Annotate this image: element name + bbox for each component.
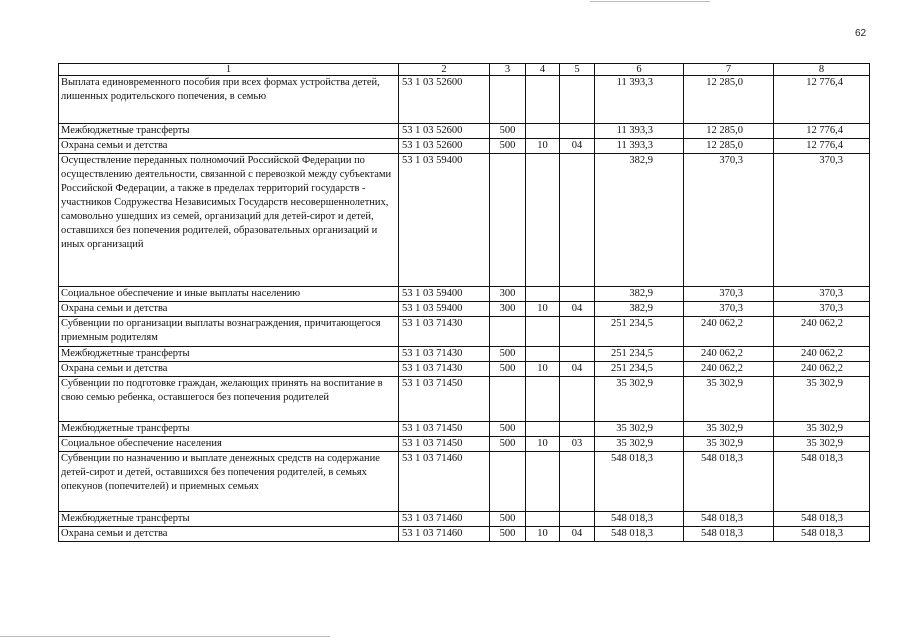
row-pr (560, 422, 595, 437)
row-value-2023: 548 018,3 (774, 452, 870, 512)
row-rz (526, 317, 560, 347)
row-value-2023: 35 302,9 (774, 437, 870, 452)
row-vr: 500 (490, 527, 526, 542)
row-value-2022: 12 285,0 (684, 124, 774, 139)
row-rz (526, 287, 560, 302)
row-name: Охрана семьи и детства (59, 139, 399, 154)
row-value-2023: 548 018,3 (774, 527, 870, 542)
table-row (59, 527, 870, 542)
row-vr: 500 (490, 422, 526, 437)
row-rz: 10 (526, 139, 560, 154)
table-row (59, 154, 870, 287)
row-value-2023: 370,3 (774, 302, 870, 317)
row-code: 53 1 03 59400 (399, 287, 490, 302)
row-value-2022: 35 302,9 (684, 422, 774, 437)
row-value-2022: 548 018,3 (684, 512, 774, 527)
row-pr (560, 512, 595, 527)
row-vr: 300 (490, 287, 526, 302)
row-value-2021: 548 018,3 (595, 512, 684, 527)
row-name: Выплата единовременного пособия при всех формах устройства детей, лишенных родительского попечения, в семью (59, 76, 399, 124)
table-row (59, 452, 870, 512)
row-code: 53 1 03 71430 (399, 347, 490, 362)
row-name: Охрана семьи и детства (59, 302, 399, 317)
scan-edge-bottom (0, 636, 330, 637)
row-code: 53 1 03 71430 (399, 362, 490, 377)
row-value-2023: 240 062,2 (774, 347, 870, 362)
row-value-2021: 382,9 (595, 302, 684, 317)
row-value-2021: 251 234,5 (595, 317, 684, 347)
column-number: 7 (684, 64, 774, 76)
row-value-2022: 370,3 (684, 302, 774, 317)
row-name: Межбюджетные трансферты (59, 422, 399, 437)
row-rz: 10 (526, 527, 560, 542)
row-value-2021: 251 234,5 (595, 347, 684, 362)
column-number: 3 (490, 64, 526, 76)
column-number: 5 (560, 64, 595, 76)
row-code: 53 1 03 71450 (399, 437, 490, 452)
row-value-2021: 35 302,9 (595, 422, 684, 437)
row-code: 53 1 03 71450 (399, 422, 490, 437)
table-row (59, 139, 870, 154)
table-row (59, 512, 870, 527)
table-row (59, 124, 870, 139)
row-code: 53 1 03 59400 (399, 154, 490, 287)
table-row (59, 422, 870, 437)
row-rz (526, 452, 560, 512)
row-rz (526, 154, 560, 287)
row-value-2022: 12 285,0 (684, 139, 774, 154)
row-value-2022: 548 018,3 (684, 527, 774, 542)
row-name: Субвенции по назначению и выплате денежных средств на содержание детей-сирот и детей, оставшихся без попечения родителей, в семьях опекунов (попечителей) и приемных семьях (59, 452, 399, 512)
row-value-2022: 370,3 (684, 287, 774, 302)
row-vr: 500 (490, 124, 526, 139)
table-row (59, 347, 870, 362)
table-row (59, 287, 870, 302)
row-value-2023: 12 776,4 (774, 76, 870, 124)
table-row (59, 362, 870, 377)
row-value-2021: 548 018,3 (595, 452, 684, 512)
row-pr (560, 76, 595, 124)
column-number: 1 (59, 64, 399, 76)
table-header-row (59, 64, 870, 76)
row-vr: 500 (490, 139, 526, 154)
row-rz (526, 512, 560, 527)
row-pr (560, 452, 595, 512)
row-rz (526, 124, 560, 139)
row-pr: 04 (560, 362, 595, 377)
row-value-2023: 370,3 (774, 154, 870, 287)
row-code: 53 1 03 52600 (399, 124, 490, 139)
row-value-2022: 548 018,3 (684, 452, 774, 512)
row-name: Субвенции по организации выплаты вознаграждения, причитающегося приемным родителям (59, 317, 399, 347)
row-pr (560, 287, 595, 302)
row-pr: 04 (560, 139, 595, 154)
row-name: Межбюджетные трансферты (59, 347, 399, 362)
row-vr: 300 (490, 302, 526, 317)
row-pr: 03 (560, 437, 595, 452)
row-value-2022: 240 062,2 (684, 317, 774, 347)
row-code: 53 1 03 71450 (399, 377, 490, 422)
row-vr (490, 452, 526, 512)
row-vr (490, 154, 526, 287)
row-value-2021: 548 018,3 (595, 527, 684, 542)
column-number: 8 (774, 64, 870, 76)
row-code: 53 1 03 71430 (399, 317, 490, 347)
row-pr (560, 317, 595, 347)
row-value-2023: 12 776,4 (774, 124, 870, 139)
row-code: 53 1 03 52600 (399, 139, 490, 154)
row-code: 53 1 03 71460 (399, 527, 490, 542)
row-name: Охрана семьи и детства (59, 362, 399, 377)
row-value-2022: 35 302,9 (684, 377, 774, 422)
row-vr: 500 (490, 362, 526, 377)
row-value-2023: 370,3 (774, 287, 870, 302)
row-vr: 500 (490, 512, 526, 527)
row-value-2021: 11 393,3 (595, 76, 684, 124)
column-number: 6 (595, 64, 684, 76)
row-value-2021: 382,9 (595, 287, 684, 302)
row-rz (526, 347, 560, 362)
table-row (59, 302, 870, 317)
table-row (59, 76, 870, 124)
row-value-2021: 11 393,3 (595, 124, 684, 139)
row-name: Межбюджетные трансферты (59, 124, 399, 139)
row-pr (560, 124, 595, 139)
table-row (59, 317, 870, 347)
row-value-2023: 548 018,3 (774, 512, 870, 527)
row-code: 53 1 03 71460 (399, 512, 490, 527)
column-number: 4 (526, 64, 560, 76)
row-value-2023: 35 302,9 (774, 422, 870, 437)
row-value-2023: 240 062,2 (774, 317, 870, 347)
row-code: 53 1 03 52600 (399, 76, 490, 124)
row-value-2022: 370,3 (684, 154, 774, 287)
row-vr: 500 (490, 347, 526, 362)
row-value-2023: 35 302,9 (774, 377, 870, 422)
row-value-2022: 240 062,2 (684, 362, 774, 377)
row-rz (526, 377, 560, 422)
row-code: 53 1 03 59400 (399, 302, 490, 317)
row-name: Охрана семьи и детства (59, 527, 399, 542)
row-vr (490, 377, 526, 422)
row-value-2022: 240 062,2 (684, 347, 774, 362)
scan-edge-top (590, 1, 710, 2)
table-row (59, 437, 870, 452)
row-rz: 10 (526, 437, 560, 452)
row-value-2021: 35 302,9 (595, 377, 684, 422)
row-value-2022: 12 285,0 (684, 76, 774, 124)
row-value-2022: 35 302,9 (684, 437, 774, 452)
row-rz: 10 (526, 362, 560, 377)
column-number: 2 (399, 64, 490, 76)
row-rz (526, 422, 560, 437)
row-vr (490, 76, 526, 124)
row-value-2021: 251 234,5 (595, 362, 684, 377)
row-name: Субвенции по подготовке граждан, желающих принять на воспитание в свою семью ребенка, оставшегося без попечения родителей (59, 377, 399, 422)
row-pr (560, 154, 595, 287)
row-value-2023: 240 062,2 (774, 362, 870, 377)
row-pr: 04 (560, 527, 595, 542)
table-row (59, 377, 870, 422)
row-name: Осуществление переданных полномочий Российской Федерации по осуществлению деятельности, связанной с перевозкой между субъектами Российской Федерации, а также в пределах территорий государств - участников Содружества Независимых Государств несовершеннолетних, самовольно ушедших из семей, организаций для детей-сирот и детей, оставшихся без попечения родителей, образовательных организаций и иных организаций (59, 154, 399, 287)
row-name: Межбюджетные трансферты (59, 512, 399, 527)
row-value-2023: 12 776,4 (774, 139, 870, 154)
budget-table (58, 63, 870, 542)
row-pr (560, 377, 595, 422)
row-value-2021: 11 393,3 (595, 139, 684, 154)
row-vr: 500 (490, 437, 526, 452)
row-name: Социальное обеспечение и иные выплаты населению (59, 287, 399, 302)
row-name: Социальное обеспечение населения (59, 437, 399, 452)
row-vr (490, 317, 526, 347)
row-pr: 04 (560, 302, 595, 317)
row-rz: 10 (526, 302, 560, 317)
row-value-2021: 35 302,9 (595, 437, 684, 452)
page-number: 62 (855, 28, 867, 39)
row-rz (526, 76, 560, 124)
row-pr (560, 347, 595, 362)
row-code: 53 1 03 71460 (399, 452, 490, 512)
row-value-2021: 382,9 (595, 154, 684, 287)
